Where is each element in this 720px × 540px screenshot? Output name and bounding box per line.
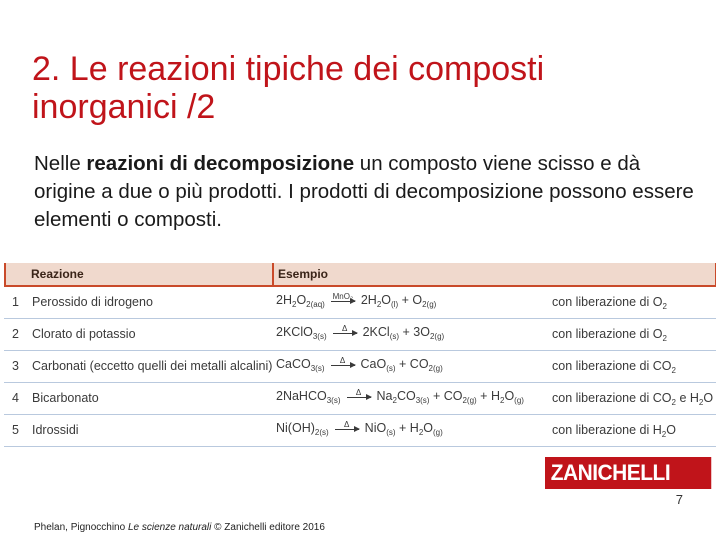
table-header-divider xyxy=(715,263,717,285)
product-subscript: (g) xyxy=(514,396,524,405)
body-text-bold: reazioni di decomposizione xyxy=(86,152,355,175)
reaction-note xyxy=(552,423,676,439)
reaction-equation xyxy=(276,293,436,309)
table-body xyxy=(4,287,716,447)
product-text: O xyxy=(423,421,433,435)
reaction-name: Perossido di idrogeno xyxy=(32,295,153,309)
reaction-arrow-icon xyxy=(331,356,355,366)
slide-body-text xyxy=(34,150,704,234)
reaction-arrow-icon xyxy=(347,388,371,398)
table-row xyxy=(4,287,716,319)
product-subscript: 2 xyxy=(499,396,505,405)
product-text: 2H xyxy=(360,293,377,307)
reaction-equation xyxy=(276,421,443,437)
reactant-text: 2NaHCO xyxy=(276,389,327,403)
product-subscript: 2(g) xyxy=(462,396,477,405)
footer-credit-pre: Phelan, Pignocchino xyxy=(34,522,128,533)
reaction-name: Idrossidi xyxy=(32,423,79,437)
product-subscript: 2 xyxy=(376,300,382,309)
note-text: O xyxy=(703,391,714,405)
reactions-table xyxy=(4,263,716,447)
reaction-arrow-icon xyxy=(335,420,359,430)
product-text: O xyxy=(381,293,392,307)
equation-reactant xyxy=(276,325,327,341)
note-text: con liberazione di CO xyxy=(552,359,672,373)
arrow-shaft xyxy=(335,429,359,430)
arrow-condition: Δ xyxy=(355,387,362,397)
note-text: e H xyxy=(675,391,699,405)
product-subscript: 2(g) xyxy=(429,332,445,341)
reaction-equation xyxy=(276,357,443,373)
product-subscript: 2 xyxy=(418,428,424,437)
product-text: + H xyxy=(476,389,500,403)
reaction-name: Bicarbonato xyxy=(32,391,99,405)
note-text: con liberazione di H xyxy=(552,423,662,437)
arrow-condition: Δ xyxy=(339,355,346,365)
reactant-text: O xyxy=(296,293,307,307)
reaction-note xyxy=(552,391,713,407)
table-row xyxy=(4,319,716,351)
product-subscript: (s) xyxy=(389,332,400,341)
slide-title xyxy=(32,50,692,126)
reactant-text: Ni(OH) xyxy=(276,421,315,435)
table-header-divider xyxy=(272,263,274,285)
reaction-arrow-icon xyxy=(331,292,355,302)
equation-products xyxy=(363,325,445,341)
reaction-name: Clorato di potassio xyxy=(32,327,136,341)
zanichelli-logo: ZANICHELLI xyxy=(545,457,711,489)
header-reazione: Reazione xyxy=(31,267,84,281)
product-text: Na xyxy=(376,389,393,403)
note-subscript: 2 xyxy=(662,334,667,343)
product-text: 2KCl xyxy=(362,325,390,339)
equation-products xyxy=(365,421,443,437)
footer-credit-post: © Zanichelli editore 2016 xyxy=(211,522,325,533)
slide-title-line-1: 2. Le reazioni tipiche dei composti xyxy=(32,50,545,88)
header-esempio: Esempio xyxy=(278,267,329,281)
product-text: + H xyxy=(395,421,419,435)
body-text-post: un composto viene scisso e dà origine a due o più prodotti. I prodotti di decomposizione possono essere elementi o composti. xyxy=(34,152,694,231)
equation-reactant xyxy=(276,357,325,373)
table-header-divider xyxy=(4,263,6,285)
arrow-condition: MnO₂ xyxy=(332,291,354,301)
note-subscript: 2 xyxy=(671,398,676,407)
product-subscript: (l) xyxy=(391,300,399,309)
reaction-equation xyxy=(276,325,444,341)
arrow-condition: Δ xyxy=(344,419,350,429)
reactant-subscript: 3(s) xyxy=(312,332,327,341)
table-header xyxy=(4,263,716,287)
reactant-text: 2H xyxy=(276,293,292,307)
product-subscript: 2 xyxy=(392,396,397,405)
table-row xyxy=(4,383,716,415)
product-subscript: 2(g) xyxy=(422,300,437,309)
note-text: con liberazione di CO xyxy=(552,391,672,405)
equation-products xyxy=(361,293,436,309)
reaction-note xyxy=(552,295,667,311)
table-row xyxy=(4,415,716,447)
equation-reactant xyxy=(276,293,325,309)
reaction-note xyxy=(552,359,676,375)
table-row xyxy=(4,351,716,383)
equation-products xyxy=(377,389,524,405)
product-text: + O xyxy=(398,293,423,307)
reactant-subscript: 3(s) xyxy=(310,364,325,373)
note-text: con liberazione di O xyxy=(552,295,663,309)
note-subscript: 2 xyxy=(662,302,667,311)
footer-credit-book-title: Le scienze naturali xyxy=(127,522,212,533)
arrow-shaft xyxy=(333,333,357,334)
slide-title-line-2: inorganici /2 xyxy=(32,88,216,126)
arrow-shaft xyxy=(331,365,355,366)
arrow-shaft xyxy=(347,397,371,398)
page-number: 7 xyxy=(675,492,683,507)
product-text: + CO xyxy=(395,357,429,371)
body-text-pre: Nelle xyxy=(34,152,87,175)
reactant-subscript: 2 xyxy=(291,300,297,309)
footer-credit xyxy=(34,522,325,533)
product-text: CO xyxy=(396,389,416,403)
equation-reactant xyxy=(276,389,341,405)
product-text: CaO xyxy=(360,357,387,371)
reaction-equation xyxy=(276,389,524,405)
reactant-text: 2KClO xyxy=(276,325,313,339)
note-text: con liberazione di O xyxy=(552,327,663,341)
equation-reactant xyxy=(276,421,329,437)
arrow-shaft xyxy=(331,301,355,302)
reactant-text: CaCO xyxy=(276,357,311,371)
row-number: 1 xyxy=(12,295,19,309)
row-number: 5 xyxy=(12,423,19,437)
reaction-note xyxy=(552,327,667,343)
product-text: + CO xyxy=(429,389,463,403)
reaction-arrow-icon xyxy=(333,324,357,334)
equation-products xyxy=(361,357,443,373)
note-subscript: 2 xyxy=(698,398,704,407)
row-number: 3 xyxy=(12,359,19,373)
product-subscript: 3(s) xyxy=(415,396,430,405)
note-subscript: 2 xyxy=(661,430,667,439)
row-number: 4 xyxy=(12,391,19,405)
arrow-condition: Δ xyxy=(341,323,348,333)
note-text: O xyxy=(666,423,676,437)
product-text: NiO xyxy=(364,421,387,435)
product-text: + 3O xyxy=(399,325,430,339)
note-subscript: 2 xyxy=(671,366,676,375)
product-text: O xyxy=(504,389,515,403)
reactant-subscript: 2(aq) xyxy=(306,300,325,309)
product-subscript: (s) xyxy=(386,428,396,437)
row-number: 2 xyxy=(12,327,19,341)
reactant-subscript: 2(s) xyxy=(314,428,329,437)
reaction-name: Carbonati (eccetto quelli dei metalli alcalini) xyxy=(32,359,273,373)
product-subscript: 2(g) xyxy=(428,364,443,373)
reactant-subscript: 3(s) xyxy=(326,396,341,405)
product-subscript: (s) xyxy=(386,364,396,373)
product-subscript: (g) xyxy=(433,428,443,437)
